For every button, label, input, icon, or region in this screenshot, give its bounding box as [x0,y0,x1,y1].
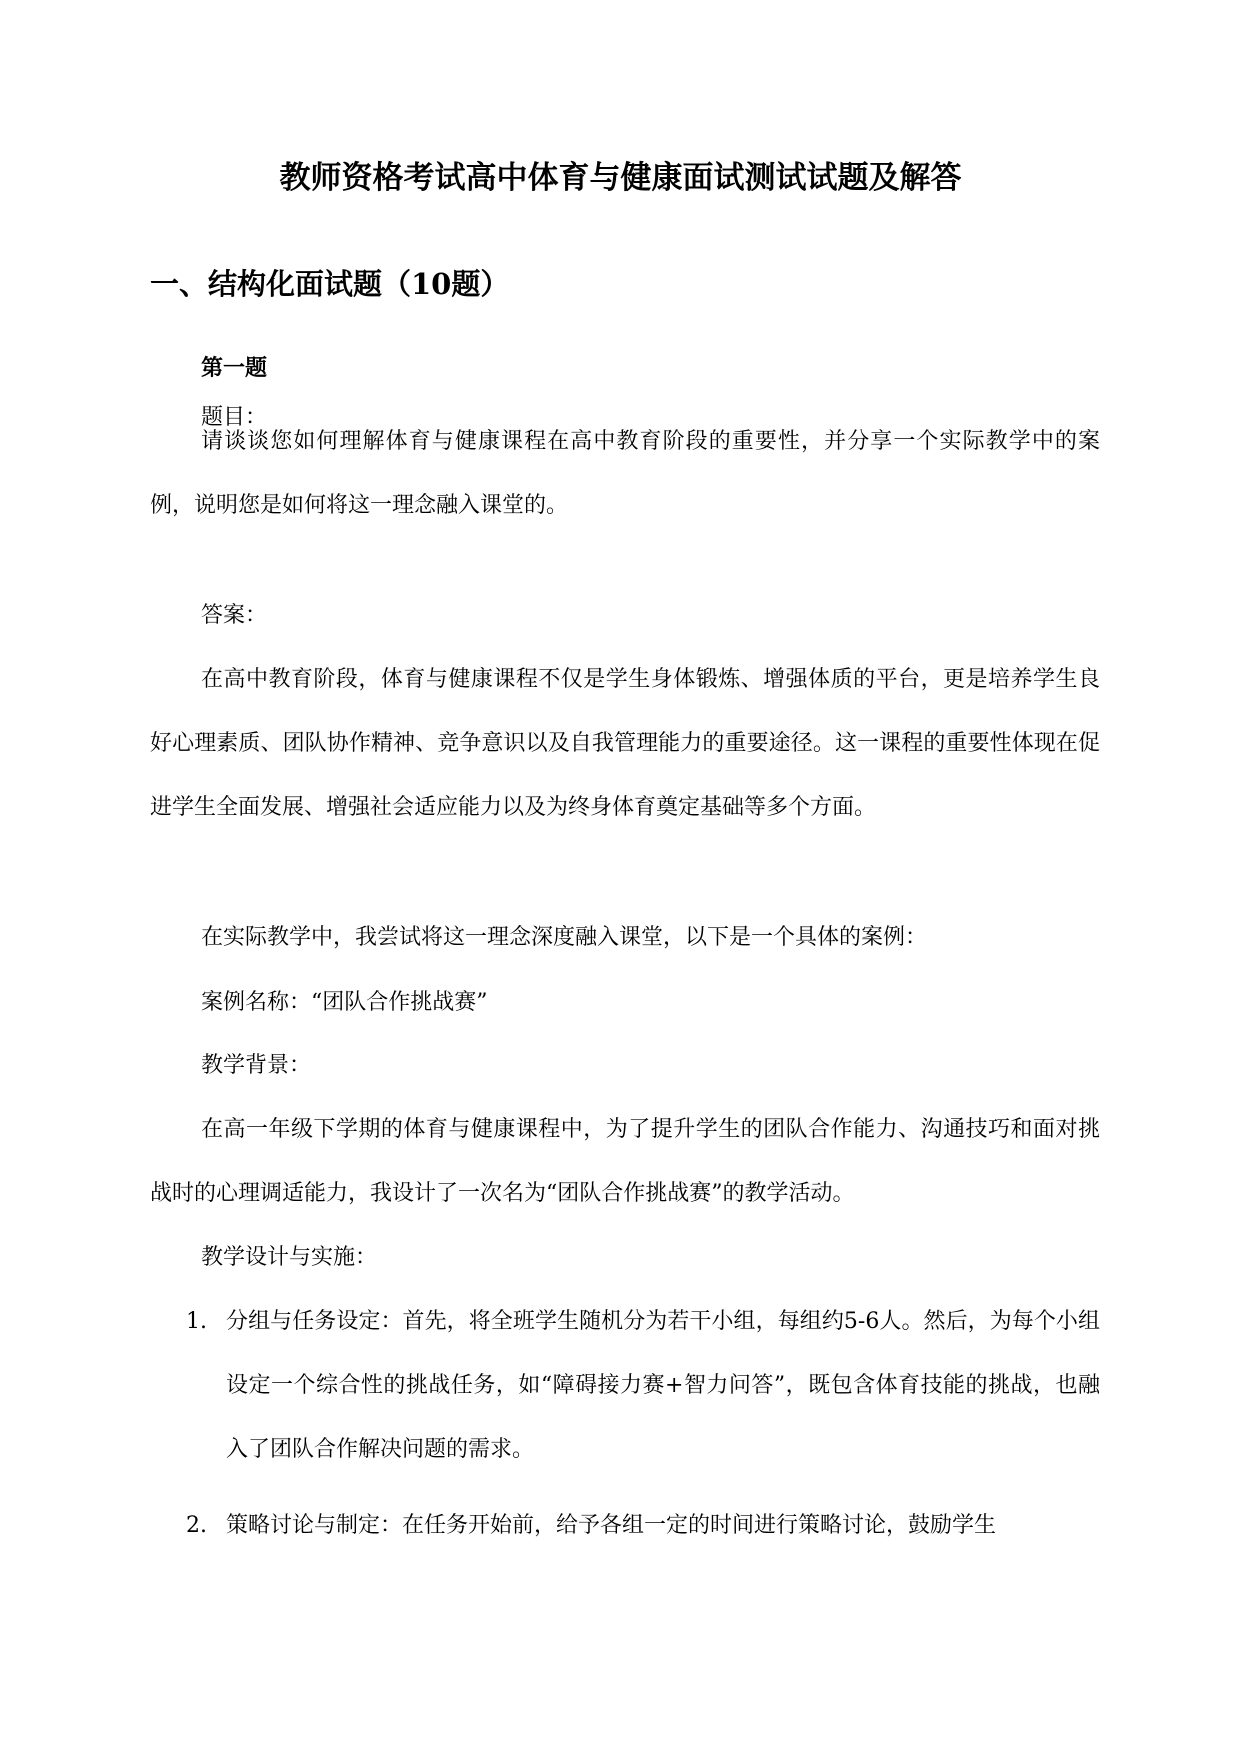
list-item-text: 分组与任务设定：首先，将全班学生随机分为若干小组，每组约5-6人。然后，为每个小组设定一个综合性的挑战任务，如“障碍接力赛+智力问答”，既包含体育技能的挑战，也融入了团队合作解决问题的需求。 [226,1309,1100,1462]
question-label: 题目： [201,405,268,430]
list-item-number: 1. [186,1309,207,1334]
section-heading: 一、结构化面试题（10题） [150,267,510,301]
question-heading: 第一题 [201,355,268,381]
question-text: 请谈谈您如何理解体育与健康课程在高中教育阶段的重要性，并分享一个实际教学中的案例，说明您是如何将这一理念融入课堂的。 [150,429,1100,518]
list-item [186,1494,1100,1558]
list-item-text: 策略讨论与制定：在任务开始前，给予各组一定的时间进行策略讨论，鼓励学生 [226,1513,997,1538]
answer-paragraph: 在实际教学中，我尝试将这一理念深度融入课堂，以下是一个具体的案例： [201,925,928,950]
list-item [186,1290,1100,1482]
background-label: 教学背景： [201,1053,312,1078]
case-name: 案例名称：“团队合作挑战赛” [201,990,488,1015]
steps-list [186,1290,1100,1558]
answer-label: 答案： [201,603,268,628]
answer-paragraph: 在高中教育阶段，体育与健康课程不仅是学生身体锻炼、增强体质的平台，更是培养学生良好心理素质、团队协作精神、竞争意识以及自我管理能力的重要途径。这一课程的重要性体现在促进学生全面发展、增强社会适应能力以及为终身体育奠定基础等多个方面。 [150,667,1100,820]
background-text: 在高一年级下学期的体育与健康课程中，为了提升学生的团队合作能力、沟通技巧和面对挑战时的心理调适能力，我设计了一次名为“团队合作挑战赛”的教学活动。 [150,1117,1100,1206]
design-label: 教学设计与实施： [201,1245,378,1270]
list-item-number: 2. [186,1513,207,1538]
document-title: 教师资格考试高中体育与健康面试测试试题及解答 [279,160,962,196]
